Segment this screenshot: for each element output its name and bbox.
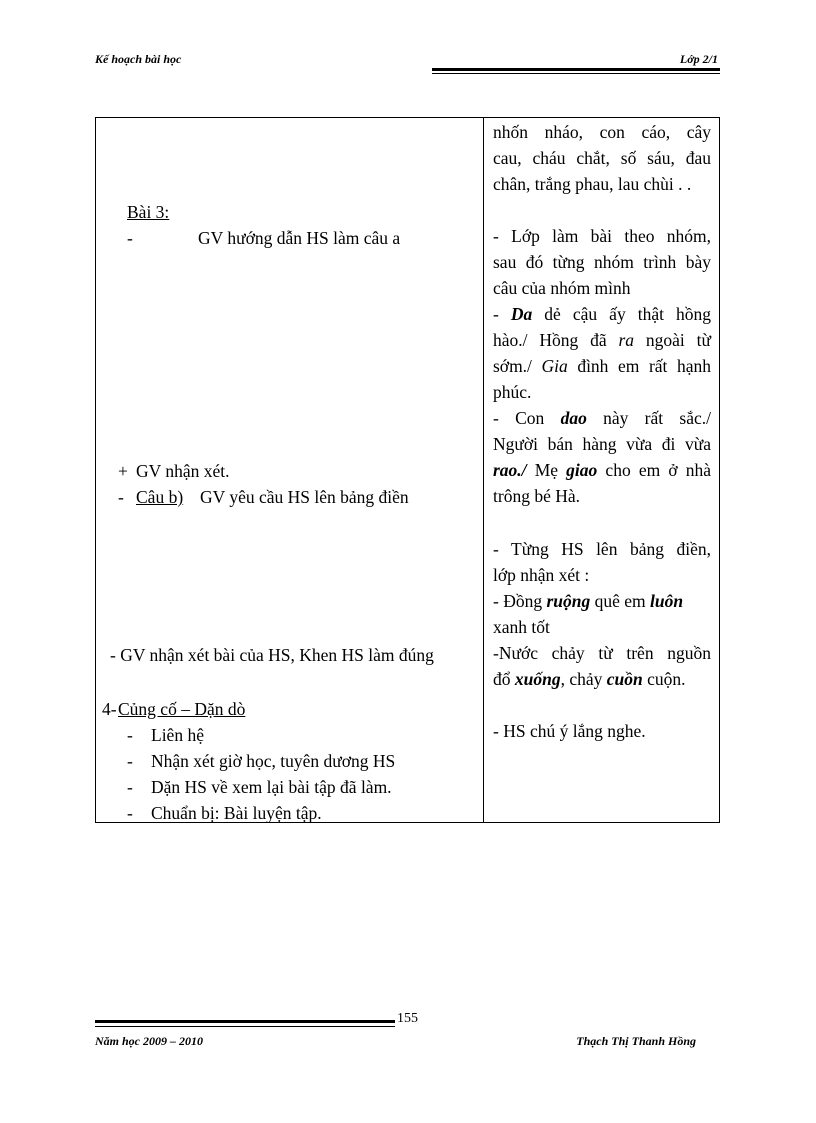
sentence-line: Người bán hàng vừa đi vừa xyxy=(493,434,711,454)
gv-nhanxet-bai: - GV nhận xét bài của HS, Khen HS làm đúng xyxy=(110,645,434,665)
words-paragraph xyxy=(493,119,711,197)
text-line: cau, cháu chắt, số sáu, đau xyxy=(493,148,711,168)
gv-nhanxet-plus: + xyxy=(118,461,128,481)
sentence-line: -Nước chảy từ trên nguồn xyxy=(493,643,711,663)
page-header-right: Lớp 2/1 xyxy=(679,52,718,66)
caub-text: GV yêu cầu HS lên bảng điền xyxy=(200,487,409,507)
sentence-line: - Da dẻ cậu ấy thật hồng xyxy=(493,304,712,324)
sentence-line: hào./ Hồng đã ra ngoài từ xyxy=(493,330,711,350)
list-bullet: - xyxy=(127,725,133,745)
text-line: - HS chú ý lắng nghe. xyxy=(493,721,646,741)
section-4-title: Củng cố – Dặn dò xyxy=(118,699,246,719)
sentence-line: sớm./ Gia đình em rất hạnh xyxy=(493,356,712,376)
list-item: Liên hệ xyxy=(151,725,204,745)
list-item: Nhận xét giờ học, tuyên dương HS xyxy=(151,751,396,771)
list-item: Chuẩn bị: Bài luyện tập. xyxy=(151,803,322,823)
text-line: câu của nhóm mình xyxy=(493,278,631,298)
page-header-left: Kế hoạch bài học xyxy=(95,52,182,66)
header-rule-thin xyxy=(432,73,720,74)
list-item: Dặn HS về xem lại bài tập đã làm. xyxy=(151,777,392,797)
list-bullet: - xyxy=(127,751,133,771)
sentence-line: trông bé Hà. xyxy=(493,486,580,506)
caub-label: Câu b) xyxy=(136,487,184,507)
page-number: 155 xyxy=(397,1011,418,1026)
text-line: - Từng HS lên bảng điền, xyxy=(493,539,711,559)
column-divider xyxy=(483,118,484,822)
text-line: lớp nhận xét : xyxy=(493,565,590,585)
text-line: nhốn nháo, con cáo, cây xyxy=(493,122,711,142)
page-footer-right: Thạch Thị Thanh Hồng xyxy=(576,1034,696,1048)
board-paragraph xyxy=(493,536,711,692)
text-line: - Lớp làm bài theo nhóm, xyxy=(493,226,711,246)
bai3-dash: - xyxy=(127,228,133,248)
bai3-title: Bài 3: xyxy=(127,202,170,222)
page-footer-left: Năm học 2009 – 2010 xyxy=(95,1034,203,1048)
sentence-line: đổ xuống, chảy cuồn cuộn. xyxy=(493,669,686,689)
list-bullet: - xyxy=(127,803,133,823)
text-line: sau đó từng nhóm trình bày xyxy=(493,252,711,272)
sentence-line: rao./ Mẹ giao cho em ở nhà xyxy=(493,460,712,480)
sentence-line: - Đồng ruộng quê em luôn xyxy=(493,591,684,611)
list-bullet: - xyxy=(127,777,133,797)
sentence-line: - Con dao này rất sắc./ xyxy=(493,408,711,428)
caub-dash: - xyxy=(118,487,124,507)
group-work-paragraph xyxy=(493,223,711,509)
footer-rule-thick xyxy=(95,1020,395,1023)
section-4-number: 4- xyxy=(102,699,117,719)
sentence-line: xanh tốt xyxy=(493,617,550,637)
gv-nhanxet: GV nhận xét. xyxy=(136,461,230,481)
sentence-line: phúc. xyxy=(493,382,532,402)
text-line: chân, trắng phau, lau chùi . . xyxy=(493,174,692,194)
bai3-instruction: GV hướng dẫn HS làm câu a xyxy=(198,228,401,248)
header-rule-thick xyxy=(432,68,720,71)
listen-line xyxy=(493,718,711,744)
footer-rule-thin xyxy=(95,1026,395,1027)
